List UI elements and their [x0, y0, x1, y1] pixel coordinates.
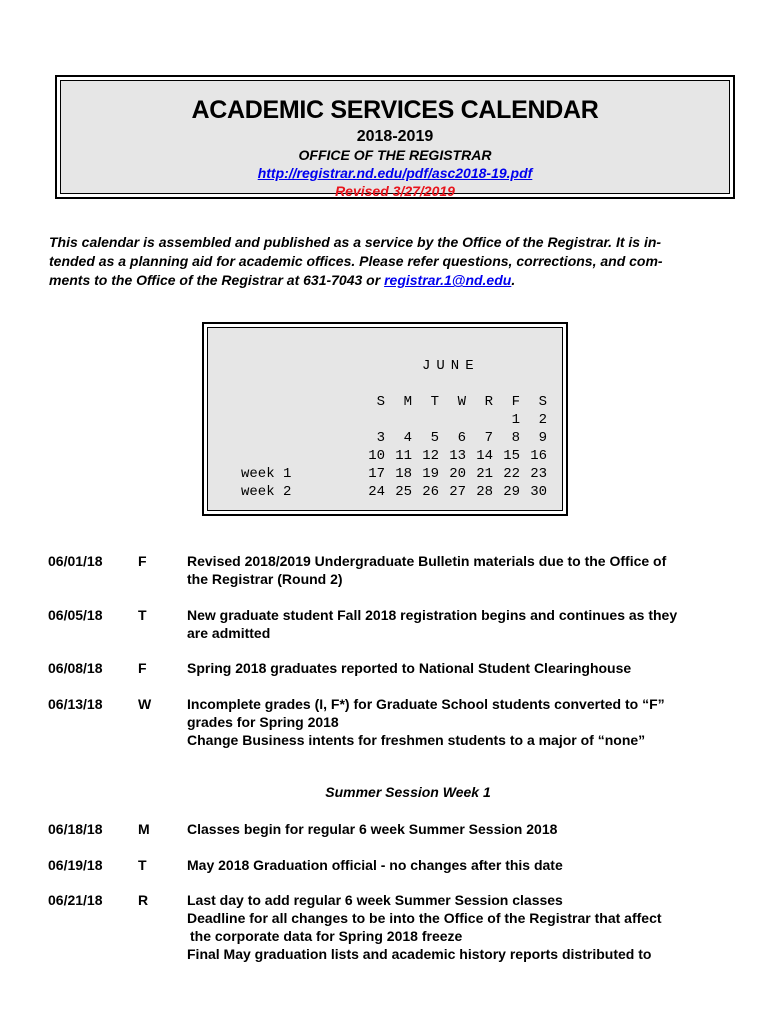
entry-line: Change Business intents for freshmen students to a major of “none”	[187, 732, 646, 748]
calendar-day: 6	[457, 430, 466, 446]
entry-description	[187, 820, 727, 838]
entry-description	[187, 659, 727, 677]
calendar-day: 3	[376, 430, 385, 446]
calendar-day: 7	[484, 430, 493, 446]
calendar-day: 30	[530, 484, 547, 500]
registrar-email-link[interactable]: registrar.1@nd.edu	[384, 272, 512, 288]
calendar-grid	[207, 327, 563, 511]
calendar-day: 25	[395, 484, 412, 500]
calendar-day-header: S	[376, 394, 385, 410]
section-title-summer-week-1: Summer Session Week 1	[325, 784, 491, 800]
calendar-month: JUNE	[422, 358, 480, 374]
entry-line: May 2018 Graduation official - no changes after this date	[187, 857, 563, 873]
calendar-day: 9	[538, 430, 547, 446]
entry-date: 06/13/18	[48, 696, 103, 712]
calendar-day: 13	[449, 448, 466, 464]
calendar-day-header: W	[457, 394, 466, 410]
page-title: ACADEMIC SERVICES CALENDAR	[191, 96, 599, 124]
calendar-day: 27	[449, 484, 466, 500]
revised-date: Revised 3/27/2019	[335, 183, 455, 199]
entry-line: New graduate student Fall 2018 registration begins and continues as they	[187, 607, 678, 623]
entry-weekday: T	[138, 857, 147, 873]
entry-description	[187, 695, 727, 749]
intro-line-3-suffix: .	[511, 272, 516, 288]
calendar-day: 12	[422, 448, 439, 464]
entry-weekday: F	[138, 553, 147, 569]
entry-line: Deadline for all changes to be into the Office of the Registrar that affect	[187, 910, 662, 926]
calendar-day-headers	[358, 394, 547, 410]
entry-line: are admitted	[187, 625, 271, 641]
entry-weekday: T	[138, 607, 147, 623]
calendar-week-days	[358, 448, 547, 464]
calendar-day-header: F	[511, 394, 520, 410]
calendar-day: 15	[503, 448, 520, 464]
academic-year: 2018-2019	[356, 128, 434, 145]
calendar-day: 11	[395, 448, 412, 464]
calendar-day: 8	[511, 430, 520, 446]
intro-line-3-text: ments to the Office of the Registrar at 631-7043 or	[49, 272, 385, 288]
calendar-day: 19	[422, 466, 439, 482]
entry-date: 06/08/18	[48, 660, 103, 676]
calendar-week-label: week 1	[241, 466, 292, 482]
entry-line: Last day to add regular 6 week Summer Session classes	[187, 892, 563, 908]
intro-line-2: tended as a planning aid for academic offices. Please refer questions, corrections, and com-	[49, 253, 663, 269]
entry-date: 06/05/18	[48, 607, 103, 623]
calendar-day: 23	[530, 466, 547, 482]
entry-line: grades for Spring 2018	[187, 714, 339, 730]
entry-description	[187, 552, 727, 588]
entry-weekday: R	[138, 892, 149, 908]
calendar-day: 21	[476, 466, 493, 482]
header-box	[55, 75, 735, 199]
entry-description	[187, 606, 727, 642]
calendar-day-header: M	[403, 394, 412, 410]
calendar-day: 14	[476, 448, 493, 464]
entry-date: 06/21/18	[48, 892, 103, 908]
intro-paragraph	[49, 233, 729, 290]
calendar-week-days	[358, 412, 547, 428]
calendar-day: 10	[368, 448, 385, 464]
calendar-day-header: T	[430, 394, 439, 410]
entry-description	[187, 891, 727, 963]
calendar-day: 1	[511, 412, 520, 428]
header-inner	[60, 80, 730, 199]
entry-line: the corporate data for Spring 2018 freeze	[190, 928, 463, 944]
entry-date: 06/01/18	[48, 553, 103, 569]
calendar-day: 29	[503, 484, 520, 500]
calendar-day-header: R	[484, 394, 493, 410]
intro-line-1: This calendar is assembled and published as a service by the Office of the Registrar. It is in-	[49, 234, 662, 250]
month-calendar	[202, 322, 568, 516]
entry-weekday: W	[138, 696, 152, 712]
calendar-day: 16	[530, 448, 547, 464]
entry-description	[187, 856, 727, 874]
entry-date: 06/18/18	[48, 821, 103, 837]
entry-weekday: M	[138, 821, 150, 837]
entry-line: the Registrar (Round 2)	[187, 571, 343, 587]
calendar-day: 4	[403, 430, 412, 446]
calendar-week-label: week 2	[241, 484, 292, 500]
calendar-day: 22	[503, 466, 520, 482]
entry-line: Revised 2018/2019 Undergraduate Bulletin materials due to the Office of	[187, 553, 667, 569]
calendar-day-header: S	[538, 394, 547, 410]
calendar-week-days	[358, 466, 547, 482]
calendar-day: 28	[476, 484, 493, 500]
calendar-week-days	[358, 484, 547, 500]
entry-weekday: F	[138, 660, 147, 676]
calendar-day: 5	[430, 430, 439, 446]
entry-line: Incomplete grades (I, F*) for Graduate School students converted to “F”	[187, 696, 665, 712]
entry-line: Final May graduation lists and academic history reports distributed to	[187, 946, 652, 962]
calendar-day: 20	[449, 466, 466, 482]
calendar-day: 17	[368, 466, 385, 482]
calendar-day: 2	[538, 412, 547, 428]
calendar-day: 26	[422, 484, 439, 500]
entry-line: Classes begin for regular 6 week Summer Session 2018	[187, 821, 558, 837]
entry-line: Spring 2018 graduates reported to National Student Clearinghouse	[187, 660, 632, 676]
calendar-week-days	[358, 430, 547, 446]
calendar-url-link[interactable]: http://registrar.nd.edu/pdf/asc2018-19.pdf	[257, 165, 533, 181]
calendar-day: 24	[368, 484, 385, 500]
intro-line-3	[49, 271, 729, 290]
entry-date: 06/19/18	[48, 857, 103, 873]
office-name: OFFICE OF THE REGISTRAR	[298, 147, 492, 163]
calendar-day: 18	[395, 466, 412, 482]
